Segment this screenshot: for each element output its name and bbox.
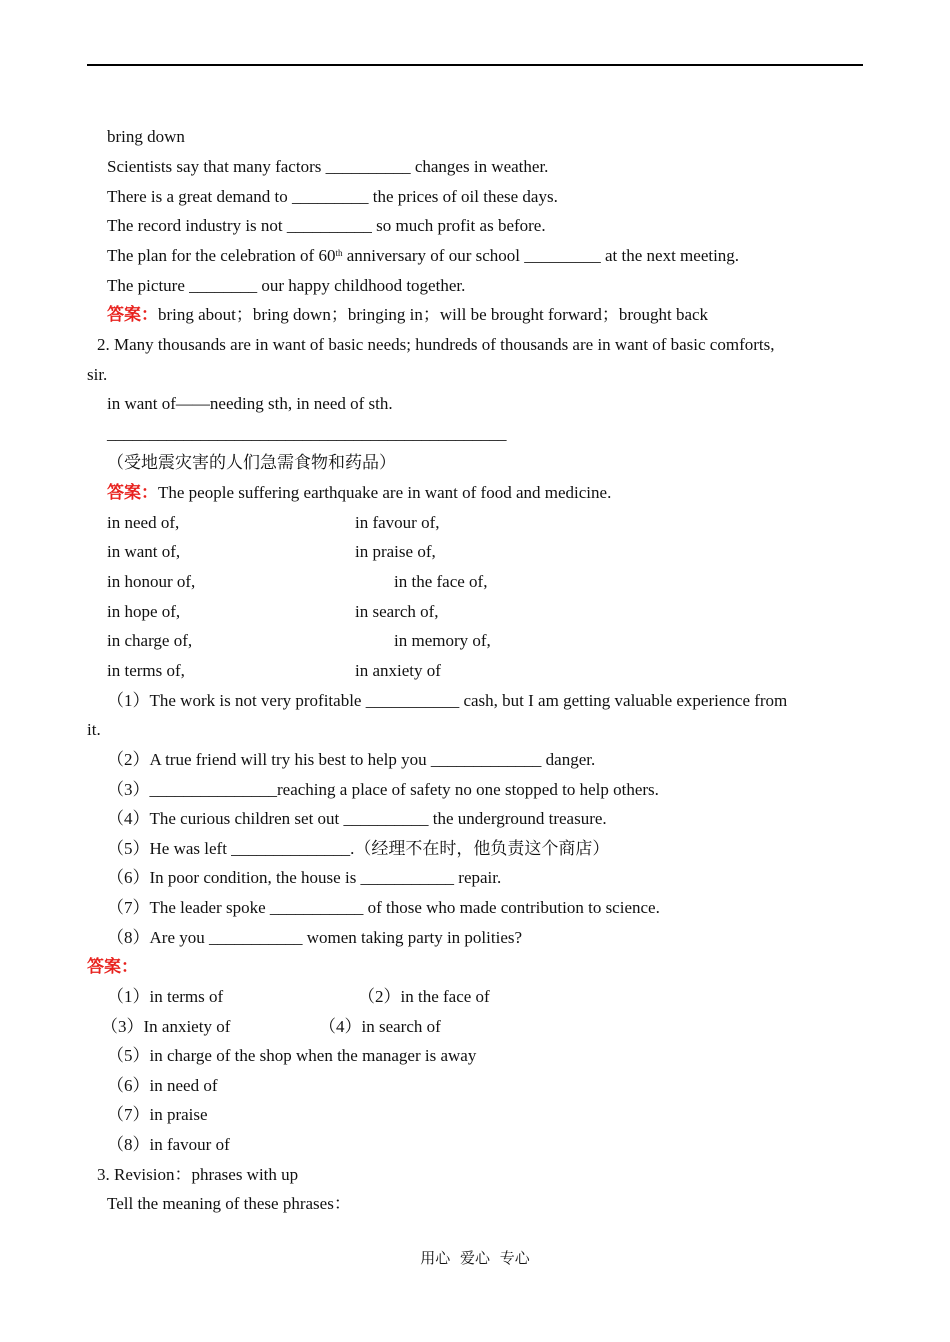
exercise-item: （6）In poor condition, the house is ___________ repair. bbox=[107, 868, 502, 887]
section-heading: 3. Revision：phrases with up bbox=[97, 1165, 299, 1184]
answers-label: 答案： bbox=[87, 957, 138, 976]
answer-text: bring about；bring down；bringing in；will be brought forward；brought back bbox=[158, 305, 709, 324]
answer-label: 答案： bbox=[107, 305, 158, 324]
answer-label: 答案： bbox=[107, 483, 158, 502]
phrase-item: in terms of, bbox=[107, 661, 185, 680]
exercise-item: （1）The work is not very profitable ___________ cash, but I am getting valuable experience from bbox=[107, 691, 788, 710]
answer-item: （3）In anxiety of bbox=[101, 1017, 231, 1036]
section-heading: 2. Many thousands are in want of basic needs; hundreds of thousands are in want of basic comforts, bbox=[97, 335, 775, 354]
answer-item: （7）in praise bbox=[107, 1105, 208, 1124]
superscript: th bbox=[335, 248, 343, 258]
blank-line: _______________________________________________ bbox=[107, 424, 507, 443]
exercise-item: （4）The curious children set out __________ the underground treasure. bbox=[107, 809, 607, 828]
phrase-item: in anxiety of bbox=[355, 661, 441, 680]
sentence: The picture ________ our happy childhood together. bbox=[107, 276, 466, 295]
answer-item: （2）in the face of bbox=[358, 987, 490, 1006]
chinese-prompt: （受地震灾害的人们急需食物和药品） bbox=[107, 453, 396, 472]
definition: in want of——needing sth, in need of sth. bbox=[107, 394, 393, 413]
exercise-item: （3）_______________reaching a place of safety no one stopped to help others. bbox=[107, 780, 659, 799]
exercise-item: （7）The leader spoke ___________ of those who made contribution to science. bbox=[107, 898, 660, 917]
exercise-item: （5）He was left ______________.（经理不在时，他负责这个商店） bbox=[107, 839, 610, 858]
answer-item: （8）in favour of bbox=[107, 1135, 230, 1154]
sentence bbox=[107, 246, 739, 266]
answer-item: （1）in terms of bbox=[107, 987, 224, 1006]
instruction: Tell the meaning of these phrases： bbox=[107, 1194, 351, 1213]
phrase-item: in hope of, bbox=[107, 602, 181, 621]
answer-line bbox=[107, 305, 708, 325]
phrase-bring-down: bring down bbox=[107, 127, 185, 146]
phrase-item: in memory of, bbox=[394, 631, 491, 650]
sentence: There is a great demand to _________ the prices of oil these days. bbox=[107, 187, 558, 206]
sentence: Scientists say that many factors __________ changes in weather. bbox=[107, 157, 549, 176]
answer-item: （5）in charge of the shop when the manager is away bbox=[107, 1046, 477, 1065]
exercise-item: （2）A true friend will try his best to help you _____________ danger. bbox=[107, 750, 596, 769]
answer-text: The people suffering earthquake are in want of food and medicine. bbox=[158, 483, 612, 502]
section-heading-cont: sir. bbox=[87, 365, 108, 384]
exercise-item: （8）Are you ___________ women taking party in polities? bbox=[107, 928, 523, 947]
sentence-part: anniversary of our school _________ at the next meeting. bbox=[342, 246, 740, 265]
phrase-item: in need of, bbox=[107, 513, 180, 532]
header-rule bbox=[87, 64, 863, 66]
phrase-item: in praise of, bbox=[355, 542, 436, 561]
page-footer: 用心 爱心 专心 bbox=[420, 1251, 530, 1267]
phrase-item: in search of, bbox=[355, 602, 439, 621]
phrase-item: in favour of, bbox=[355, 513, 440, 532]
sentence-part: The plan for the celebration of 60 bbox=[107, 246, 336, 265]
answer-item: （4）in search of bbox=[319, 1017, 441, 1036]
phrase-item: in honour of, bbox=[107, 572, 196, 591]
exercise-item-cont: it. bbox=[87, 720, 101, 739]
answer-line bbox=[107, 483, 611, 503]
phrase-item: in the face of, bbox=[394, 572, 488, 591]
sentence: The record industry is not __________ so much profit as before. bbox=[107, 216, 546, 235]
phrase-item: in want of, bbox=[107, 542, 181, 561]
phrase-item: in charge of, bbox=[107, 631, 193, 650]
answer-item: （6）in need of bbox=[107, 1076, 218, 1095]
